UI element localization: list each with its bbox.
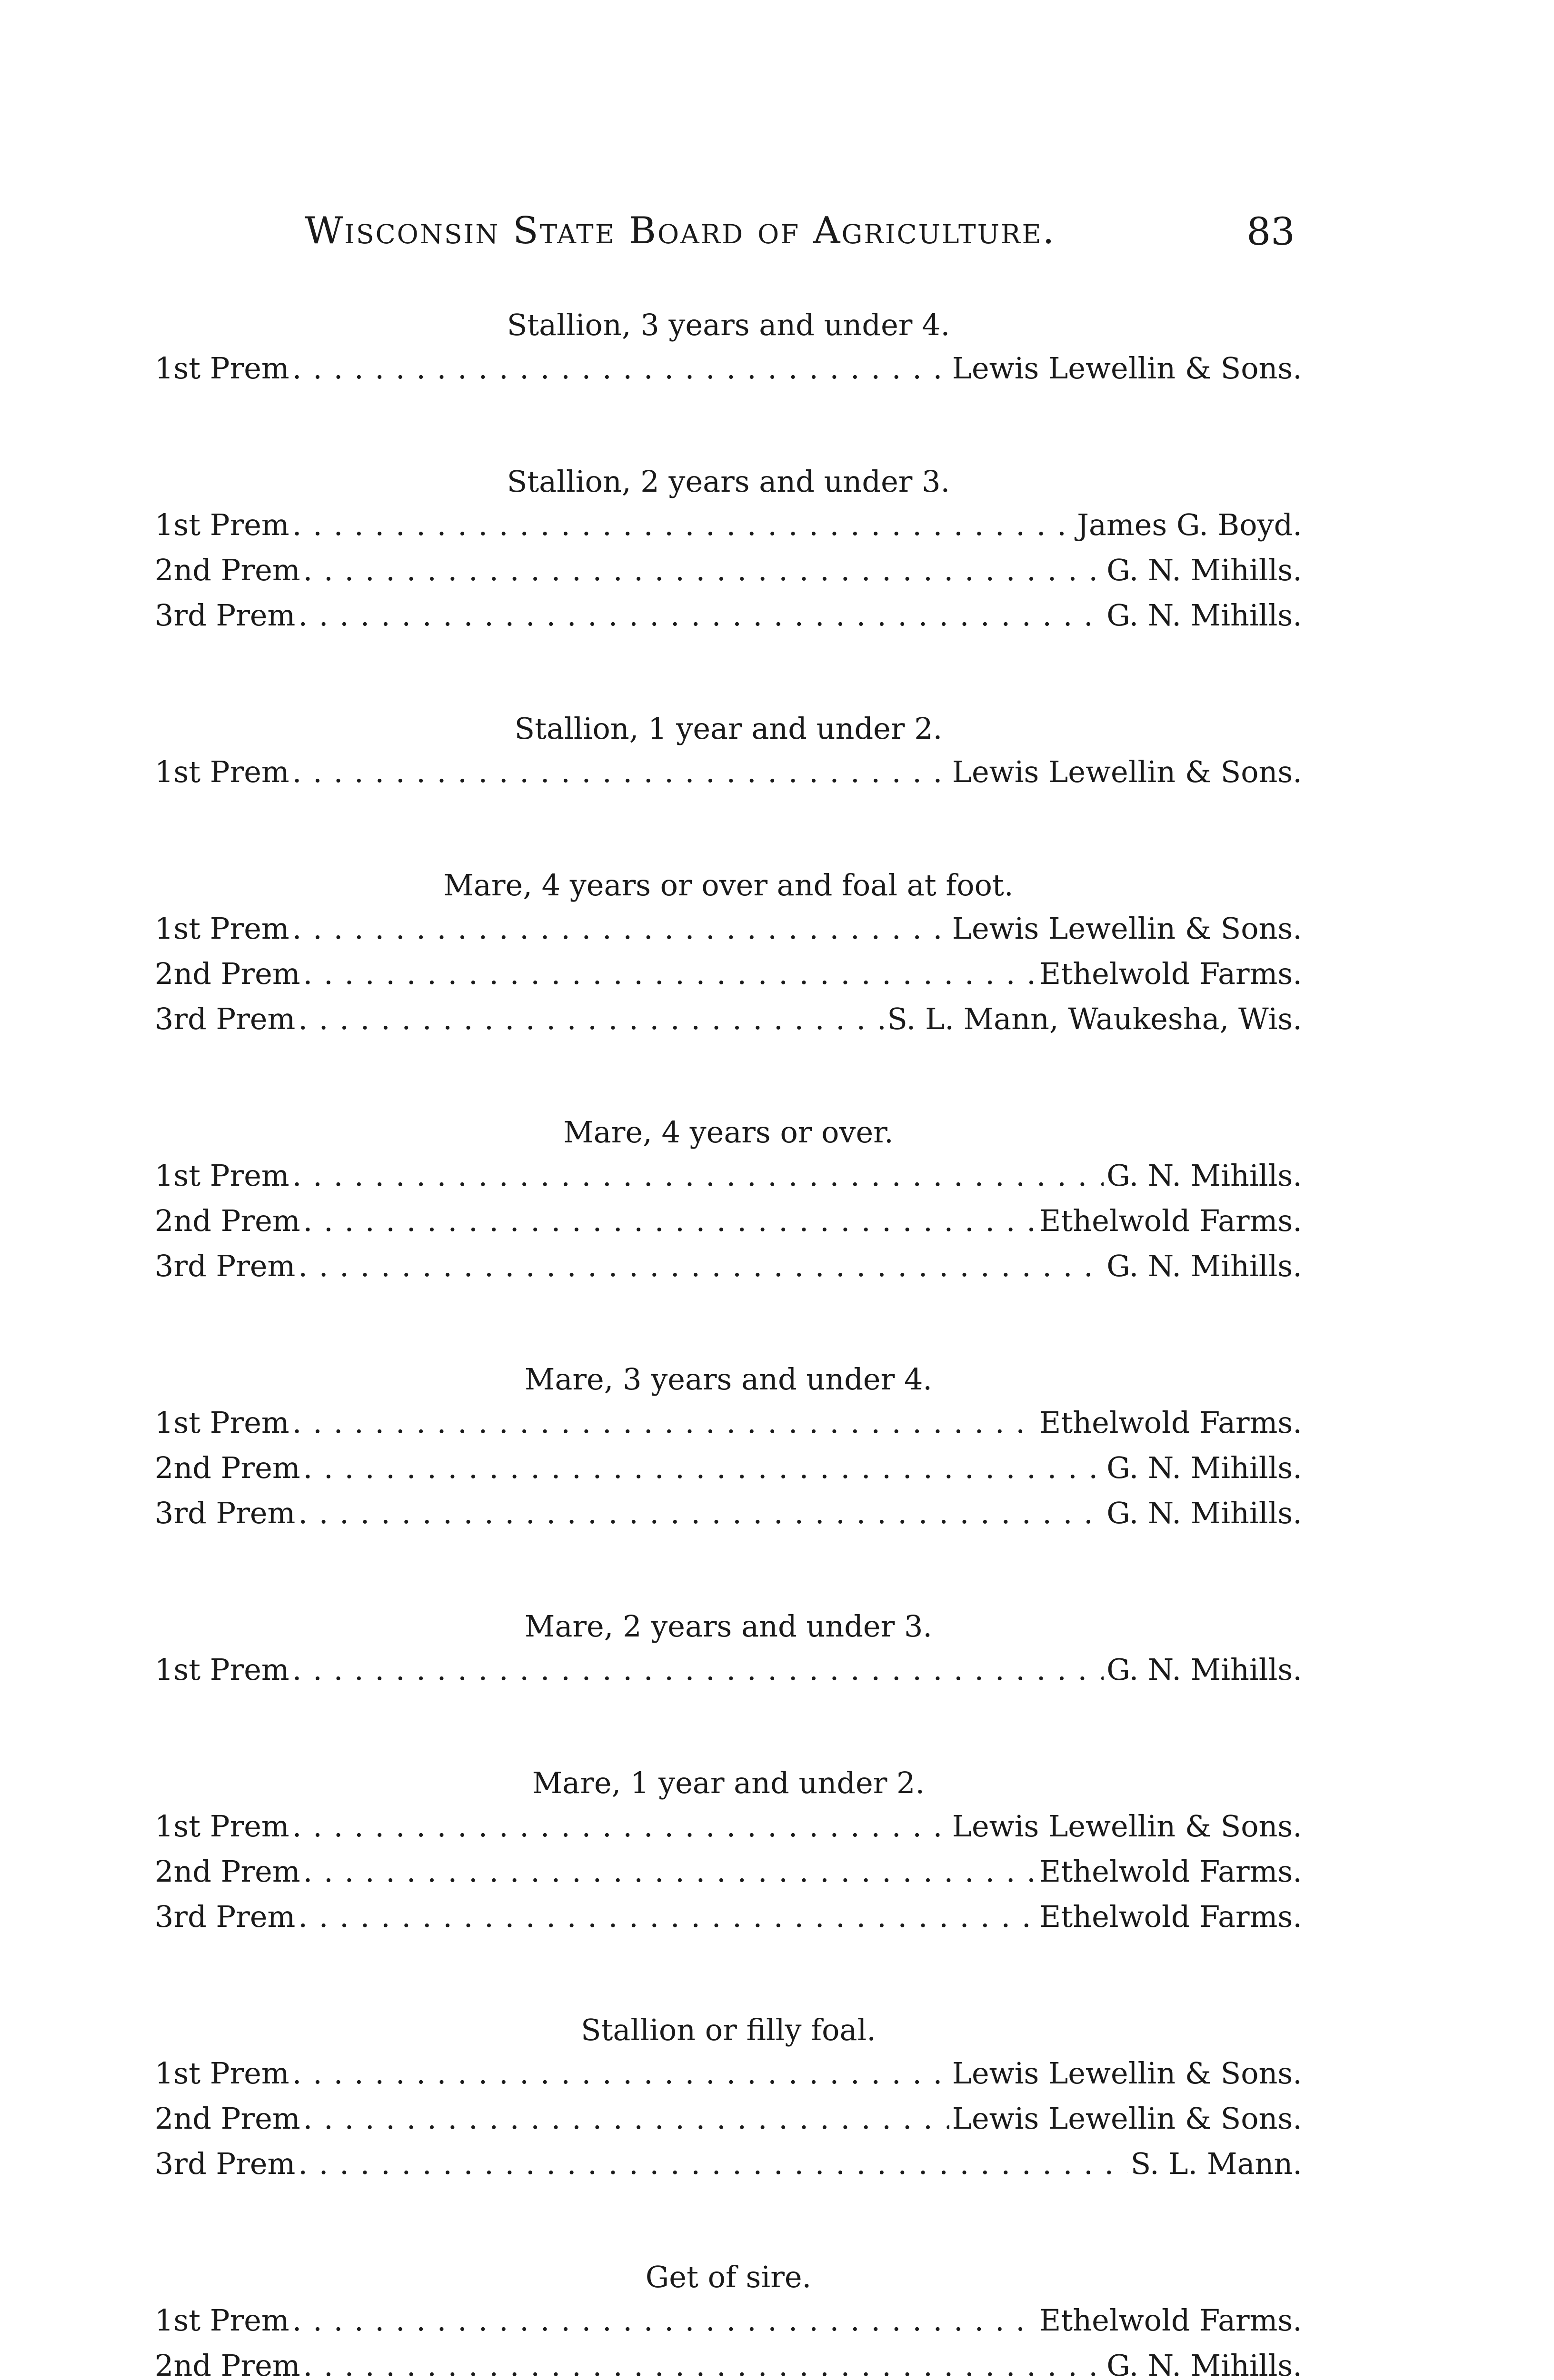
- premium-winner: Lewis Lewellin & Sons.: [952, 2056, 1302, 2091]
- premium-entry: [155, 1894, 1302, 1939]
- premium-entry: [155, 547, 1302, 593]
- premium-rank: 2nd Prem: [155, 2101, 300, 2136]
- premium-class-section: [155, 461, 1302, 638]
- class-heading: Stallion, 1 year and under 2.: [514, 711, 943, 746]
- premium-entry: [155, 346, 1302, 391]
- premium-rank: 2nd Prem: [155, 553, 300, 587]
- dot-leader: [303, 1198, 1036, 1243]
- premium-winner: G. N. Mihills.: [1106, 1450, 1302, 1485]
- premium-entry: [155, 951, 1302, 996]
- premium-rank: 1st Prem: [155, 2056, 289, 2091]
- dot-leader: [298, 1490, 1104, 1536]
- premium-entry: [155, 906, 1302, 951]
- dot-leader: [303, 2096, 949, 2141]
- premium-rank: 1st Prem: [155, 1652, 289, 1687]
- class-heading: Stallion, 2 years and under 3.: [507, 464, 950, 499]
- premium-winner: Lewis Lewellin & Sons.: [952, 351, 1302, 386]
- premium-rank: 2nd Prem: [155, 1854, 300, 1889]
- premium-entry: [155, 502, 1302, 547]
- premium-entry: [155, 1243, 1302, 1289]
- dot-leader: [303, 547, 1104, 593]
- premium-winner: Ethelwold Farms.: [1039, 956, 1302, 991]
- premium-rank: 1st Prem: [155, 911, 289, 946]
- premium-class-section: [155, 305, 1302, 391]
- class-heading: Mare, 3 years and under 4.: [524, 1362, 933, 1397]
- premium-winner: Ethelwold Farms.: [1039, 2303, 1302, 2338]
- premium-class-section: [155, 865, 1302, 1041]
- premium-entry: [155, 996, 1302, 1041]
- class-heading: Get of sire.: [645, 2260, 812, 2294]
- premium-winner: G. N. Mihills.: [1106, 1496, 1302, 1530]
- premium-rank: 1st Prem: [155, 1405, 289, 1440]
- premium-entry: [155, 2051, 1302, 2096]
- page-number: 83: [1246, 209, 1295, 254]
- dot-leader: [292, 502, 1074, 547]
- class-heading: Stallion or filly foal.: [581, 2013, 876, 2047]
- premium-entry: [155, 749, 1302, 794]
- premium-winner: G. N. Mihills.: [1106, 1158, 1302, 1193]
- premium-entry: [155, 593, 1302, 638]
- premium-class-section: [155, 708, 1302, 794]
- premium-winner: Ethelwold Farms.: [1039, 1203, 1302, 1238]
- premium-entry: [155, 1849, 1302, 1894]
- premium-rank: 1st Prem: [155, 507, 289, 542]
- dot-leader: [303, 2343, 1104, 2380]
- premium-rank: 3rd Prem: [155, 1496, 296, 1530]
- premium-rank: 1st Prem: [155, 351, 289, 386]
- dot-leader: [292, 2298, 1036, 2343]
- premium-rank: 2nd Prem: [155, 956, 300, 991]
- premium-entry: [155, 1400, 1302, 1445]
- premium-entry: [155, 1445, 1302, 1490]
- premium-entry: [155, 2298, 1302, 2343]
- premium-rank: 2nd Prem: [155, 1450, 300, 1485]
- premium-winner: Lewis Lewellin & Sons.: [952, 1809, 1302, 1844]
- dot-leader: [298, 1243, 1104, 1289]
- premium-winner: G. N. Mihills.: [1106, 1652, 1302, 1687]
- premium-entry: [155, 1490, 1302, 1536]
- premium-winner: Ethelwold Farms.: [1039, 1854, 1302, 1889]
- dot-leader: [292, 1804, 949, 1849]
- premium-class-section: [155, 1606, 1302, 1692]
- premium-entry: [155, 1804, 1302, 1849]
- dot-leader: [292, 1647, 1104, 1692]
- class-heading: Mare, 4 years or over.: [563, 1115, 894, 1150]
- dot-leader: [298, 593, 1104, 638]
- premium-rank: 1st Prem: [155, 1158, 289, 1193]
- dot-leader: [292, 906, 949, 951]
- class-heading: Stallion, 3 years and under 4.: [507, 307, 950, 342]
- premium-rank: 3rd Prem: [155, 598, 296, 633]
- premium-class-section: [155, 1112, 1302, 1289]
- class-heading: Mare, 2 years and under 3.: [524, 1609, 933, 1644]
- premium-entry: [155, 1153, 1302, 1198]
- dot-leader: [292, 1400, 1036, 1445]
- premium-class-section: [155, 1359, 1302, 1536]
- dot-leader: [292, 2051, 949, 2096]
- premium-rank: 2nd Prem: [155, 1203, 300, 1238]
- premium-entry: [155, 2343, 1302, 2380]
- dot-leader: [303, 951, 1036, 996]
- premium-rank: 1st Prem: [155, 754, 289, 789]
- premium-winner: Lewis Lewellin & Sons.: [952, 754, 1302, 789]
- premium-rank: 3rd Prem: [155, 2146, 296, 2181]
- premium-rank: 2nd Prem: [155, 2348, 300, 2380]
- premium-entry: [155, 2141, 1302, 2186]
- page-header: [305, 209, 1295, 262]
- class-heading: Mare, 4 years or over and foal at foot.: [443, 868, 1014, 902]
- premium-winner: G. N. Mihills.: [1106, 1249, 1302, 1283]
- premium-entry: [155, 2096, 1302, 2141]
- premium-class-section: [155, 2257, 1302, 2380]
- premium-winner: G. N. Mihills.: [1106, 2348, 1302, 2380]
- class-heading: Mare, 1 year and under 2.: [532, 1765, 925, 1800]
- premium-winner: James G. Boyd.: [1077, 507, 1302, 542]
- premium-winner: Lewis Lewellin & Sons.: [952, 911, 1302, 946]
- dot-leader: [303, 1445, 1104, 1490]
- dot-leader: [292, 749, 949, 794]
- dot-leader: [298, 1894, 1036, 1939]
- premium-rank: 1st Prem: [155, 2303, 289, 2338]
- dot-leader: [292, 346, 949, 391]
- premium-rank: 3rd Prem: [155, 1249, 296, 1283]
- premium-list: [155, 305, 1302, 2380]
- premium-rank: 3rd Prem: [155, 1899, 296, 1934]
- premium-winner: S. L. Mann.: [1130, 2146, 1302, 2181]
- running-title: Wisconsin State Board of Agriculture.: [305, 209, 1056, 252]
- premium-entry: [155, 1647, 1302, 1692]
- dot-leader: [303, 1849, 1036, 1894]
- premium-winner: G. N. Mihills.: [1106, 598, 1302, 633]
- premium-entry: [155, 1198, 1302, 1243]
- premium-class-section: [155, 2010, 1302, 2186]
- premium-class-section: [155, 1763, 1302, 1939]
- premium-rank: 1st Prem: [155, 1809, 289, 1844]
- premium-rank: 3rd Prem: [155, 1002, 296, 1036]
- premium-winner: Lewis Lewellin & Sons.: [952, 2101, 1302, 2136]
- dot-leader: [298, 2141, 1127, 2186]
- premium-winner: Ethelwold Farms.: [1039, 1405, 1302, 1440]
- premium-winner: Ethelwold Farms.: [1039, 1899, 1302, 1934]
- premium-winner: G. N. Mihills.: [1106, 553, 1302, 587]
- dot-leader: [298, 996, 884, 1041]
- premium-winner: S. L. Mann, Waukesha, Wis.: [887, 1002, 1302, 1036]
- dot-leader: [292, 1153, 1104, 1198]
